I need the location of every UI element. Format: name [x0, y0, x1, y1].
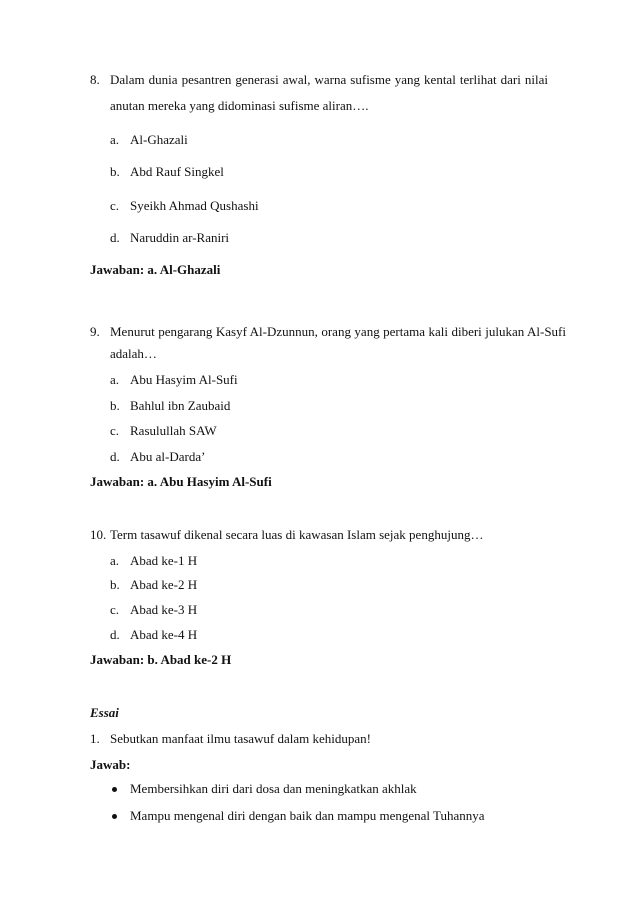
option-text: Syeikh Ahmad Qushashi	[130, 198, 259, 213]
option-letter: b.	[110, 577, 120, 592]
option-letter: b.	[110, 398, 120, 413]
bullet-icon	[112, 814, 117, 819]
question-number: 8.	[90, 72, 100, 87]
option-letter: c.	[110, 198, 120, 213]
option-letter: a.	[110, 132, 120, 147]
answer-key: Jawaban: a. Abu Hasyim Al-Sufi	[90, 474, 272, 489]
bullet-icon	[112, 787, 117, 792]
option-text: Abd Rauf Singkel	[130, 164, 224, 179]
option-text: Abad ke-4 H	[130, 627, 198, 642]
option-letter: b.	[110, 164, 120, 179]
question-text-line-2: adalah…	[110, 346, 157, 361]
question-number: 9.	[90, 324, 100, 339]
question-text-line-2: anutan mereka yang didominasi sufisme aliran….	[110, 98, 369, 113]
option-text: Al-Ghazali	[130, 132, 188, 147]
option-text: Bahlul ibn Zaubaid	[130, 398, 231, 413]
option-text: Abad ke-2 H	[130, 577, 198, 592]
essay-question-text: Sebutkan manfaat ilmu tasawuf dalam kehidupan!	[110, 731, 372, 746]
option-text: Abad ke-3 H	[130, 602, 198, 617]
bullet-item: Mampu mengenal diri dengan baik dan mampu mengenal Tuhannya	[130, 808, 485, 823]
bullet-item: Membersihkan diri dari dosa dan meningkatkan akhlak	[130, 781, 417, 796]
essay-question-number: 1.	[90, 731, 100, 746]
option-letter: a.	[110, 372, 120, 387]
option-letter: d.	[110, 627, 120, 642]
option-letter: d.	[110, 230, 120, 245]
question-text-line-1: Term tasawuf dikenal secara luas di kawasan Islam sejak penghujung…	[110, 527, 484, 542]
answer-key: Jawaban: a. Al-Ghazali	[90, 262, 221, 277]
question-text-line-1: Dalam dunia pesantren generasi awal, warna sufisme yang kental terlihat dari nilai	[110, 72, 548, 87]
option-text: Naruddin ar-Raniri	[130, 230, 230, 245]
option-text: Abu Hasyim Al-Sufi	[130, 372, 238, 387]
option-letter: c.	[110, 602, 120, 617]
question-text-line-1: Menurut pengarang Kasyf Al-Dzunnun, orang yang pertama kali diberi julukan Al-Sufi	[110, 324, 566, 339]
essay-heading: Essai	[90, 705, 119, 720]
option-text: Rasulullah SAW	[130, 423, 217, 438]
option-text: Abad ke-1 H	[130, 553, 198, 568]
option-text: Abu al-Darda’	[130, 449, 206, 464]
answer-label: Jawab:	[90, 757, 131, 772]
answer-key: Jawaban: b. Abad ke-2 H	[90, 652, 232, 667]
question-number: 10.	[90, 527, 107, 542]
option-letter: c.	[110, 423, 120, 438]
option-letter: d.	[110, 449, 120, 464]
option-letter: a.	[110, 553, 120, 568]
